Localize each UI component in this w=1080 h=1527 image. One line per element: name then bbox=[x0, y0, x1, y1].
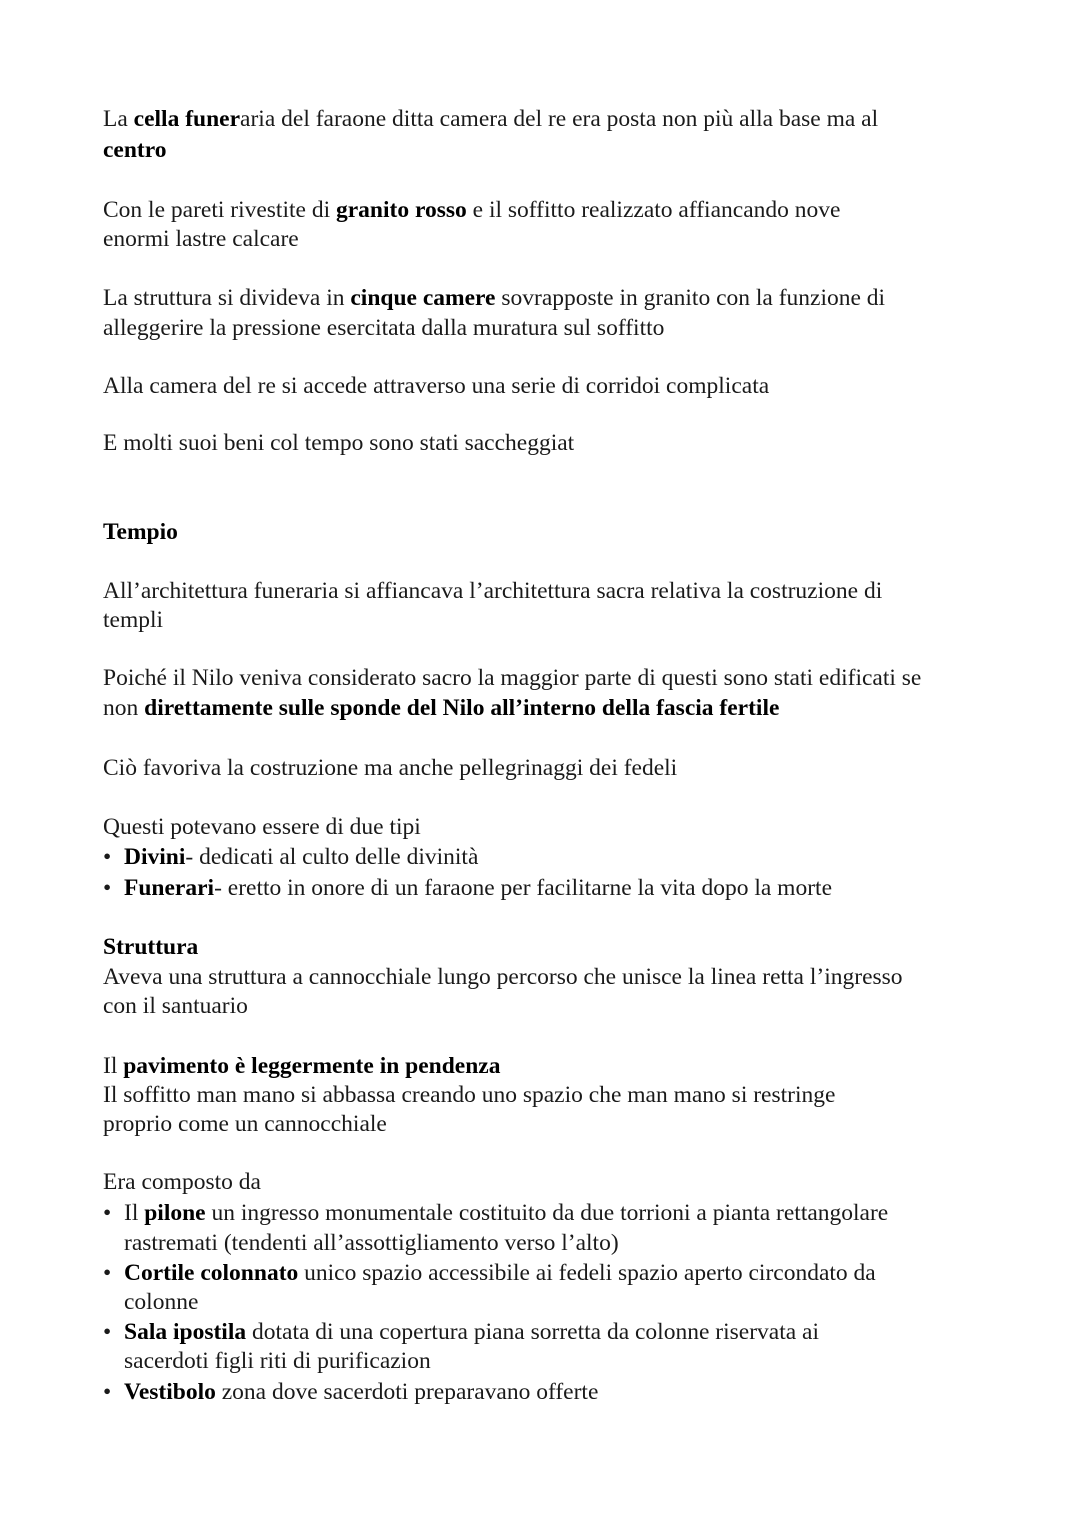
bold-text: Funerari bbox=[124, 875, 215, 901]
text: - dedicati al culto delle divinità bbox=[185, 844, 479, 870]
text-line bbox=[103, 962, 903, 992]
bullet-item-line bbox=[103, 1258, 876, 1288]
text-line bbox=[103, 195, 840, 225]
bold-text: Sala ipostila bbox=[124, 1319, 247, 1345]
text: E molti suoi beni col tempo sono stati saccheggiat bbox=[103, 430, 575, 456]
bold-text: cella funer bbox=[133, 106, 241, 132]
text: Alla camera del re si accede attraverso una serie di corridoi complicata bbox=[103, 373, 770, 399]
text: - eretto in onore di un faraone per facilitarne la vita dopo la morte bbox=[214, 875, 832, 901]
text: rastremati (tendenti all’assottigliamento verso l’alto) bbox=[124, 1230, 619, 1256]
bold-text: Tempio bbox=[103, 519, 178, 545]
bullet-item-line bbox=[103, 1377, 599, 1407]
bold-text: granito rosso bbox=[335, 197, 467, 223]
text-line bbox=[103, 1167, 261, 1197]
bullet-item-line bbox=[103, 842, 479, 872]
text: e il soffitto realizzato affiancando nove bbox=[466, 197, 841, 223]
text: sovrapposte in granito con la funzione di bbox=[495, 285, 886, 311]
text: templi bbox=[103, 607, 164, 633]
text-line bbox=[103, 812, 421, 842]
bullet-icon: • bbox=[103, 1379, 112, 1405]
text-line bbox=[103, 224, 299, 254]
text-line bbox=[103, 753, 677, 783]
text-line bbox=[103, 1080, 835, 1110]
text: Il bbox=[103, 1053, 124, 1079]
text: un ingresso monumentale costituito da due torrioni a pianta rettangolare bbox=[205, 1200, 889, 1226]
text: Con le pareti rivestite di bbox=[103, 197, 336, 223]
bullet-item-line bbox=[103, 1198, 889, 1228]
text-line bbox=[103, 428, 574, 458]
text: Aveva una struttura a cannocchiale lungo percorso che unisce la linea retta l’ingresso bbox=[103, 964, 903, 990]
text: aria del faraone ditta camera del re era posta non più alla base ma al bbox=[240, 106, 879, 132]
bullet-icon: • bbox=[103, 844, 112, 870]
text-line bbox=[124, 1228, 619, 1258]
text: unico spazio accessibile ai fedeli spazio aperto circondato da bbox=[298, 1260, 876, 1286]
text-line bbox=[103, 371, 769, 401]
text-line bbox=[103, 104, 878, 134]
bold-text: Struttura bbox=[103, 934, 199, 960]
bullet-icon: • bbox=[103, 1260, 112, 1286]
text: colonne bbox=[124, 1289, 199, 1315]
text: Ciò favoriva la costruzione ma anche pellegrinaggi dei fedeli bbox=[103, 755, 678, 781]
text: Il soffitto man mano si abbassa creando uno spazio che man mano si restringe bbox=[103, 1082, 836, 1108]
bold-text: direttamente sulle sponde del Nilo all’interno della fascia fertile bbox=[144, 695, 780, 721]
text: La bbox=[103, 106, 134, 132]
text-line bbox=[103, 663, 921, 693]
text: La struttura si divideva in bbox=[103, 285, 351, 311]
text: Questi potevano essere di due tipi bbox=[103, 814, 421, 840]
bold-text: cinque camere bbox=[350, 285, 496, 311]
text: non bbox=[103, 695, 145, 721]
bullet-icon: • bbox=[103, 1319, 112, 1345]
text-line bbox=[103, 135, 167, 165]
text-line bbox=[103, 313, 664, 343]
text: con il santuario bbox=[103, 993, 248, 1019]
bullet-item-line bbox=[103, 1317, 819, 1347]
text-line bbox=[103, 517, 178, 547]
text-line bbox=[124, 1346, 431, 1376]
bold-text: Vestibolo bbox=[124, 1379, 216, 1405]
bullet-item-line bbox=[103, 873, 832, 903]
text: zona dove sacerdoti preparavano offerte bbox=[215, 1379, 599, 1405]
text: sacerdoti figli riti di purificazion bbox=[124, 1348, 431, 1374]
text: proprio come un cannocchiale bbox=[103, 1111, 387, 1137]
text-line bbox=[103, 991, 248, 1021]
text: Era composto da bbox=[103, 1169, 261, 1195]
bold-text: centro bbox=[103, 137, 167, 163]
bullet-icon: • bbox=[103, 1200, 112, 1226]
text: enormi lastre calcare bbox=[103, 226, 299, 252]
text-line bbox=[103, 576, 882, 606]
text: dotata di una copertura piana sorretta da colonne riservata ai bbox=[246, 1319, 819, 1345]
bold-text: pavimento è leggermente in pendenza bbox=[123, 1053, 501, 1079]
text: Il bbox=[124, 1200, 145, 1226]
text: alleggerire la pressione esercitata dalla muratura sul soffitto bbox=[103, 315, 665, 341]
bold-text: Cortile colonnato bbox=[124, 1260, 299, 1286]
bold-text: Divini bbox=[124, 844, 186, 870]
text-line bbox=[103, 1109, 387, 1139]
bold-text: pilone bbox=[144, 1200, 206, 1226]
text: All’architettura funeraria si affiancava l’architettura sacra relativa la costruzione di bbox=[103, 578, 883, 604]
text-line bbox=[103, 283, 885, 313]
text-line bbox=[103, 693, 779, 723]
text-line bbox=[103, 1051, 501, 1081]
text-line bbox=[103, 932, 198, 962]
text-line bbox=[103, 605, 163, 635]
bullet-icon: • bbox=[103, 875, 112, 901]
text-line bbox=[124, 1287, 198, 1317]
text: Poiché il Nilo veniva considerato sacro la maggior parte di questi sono stati edificati se bbox=[103, 665, 922, 691]
